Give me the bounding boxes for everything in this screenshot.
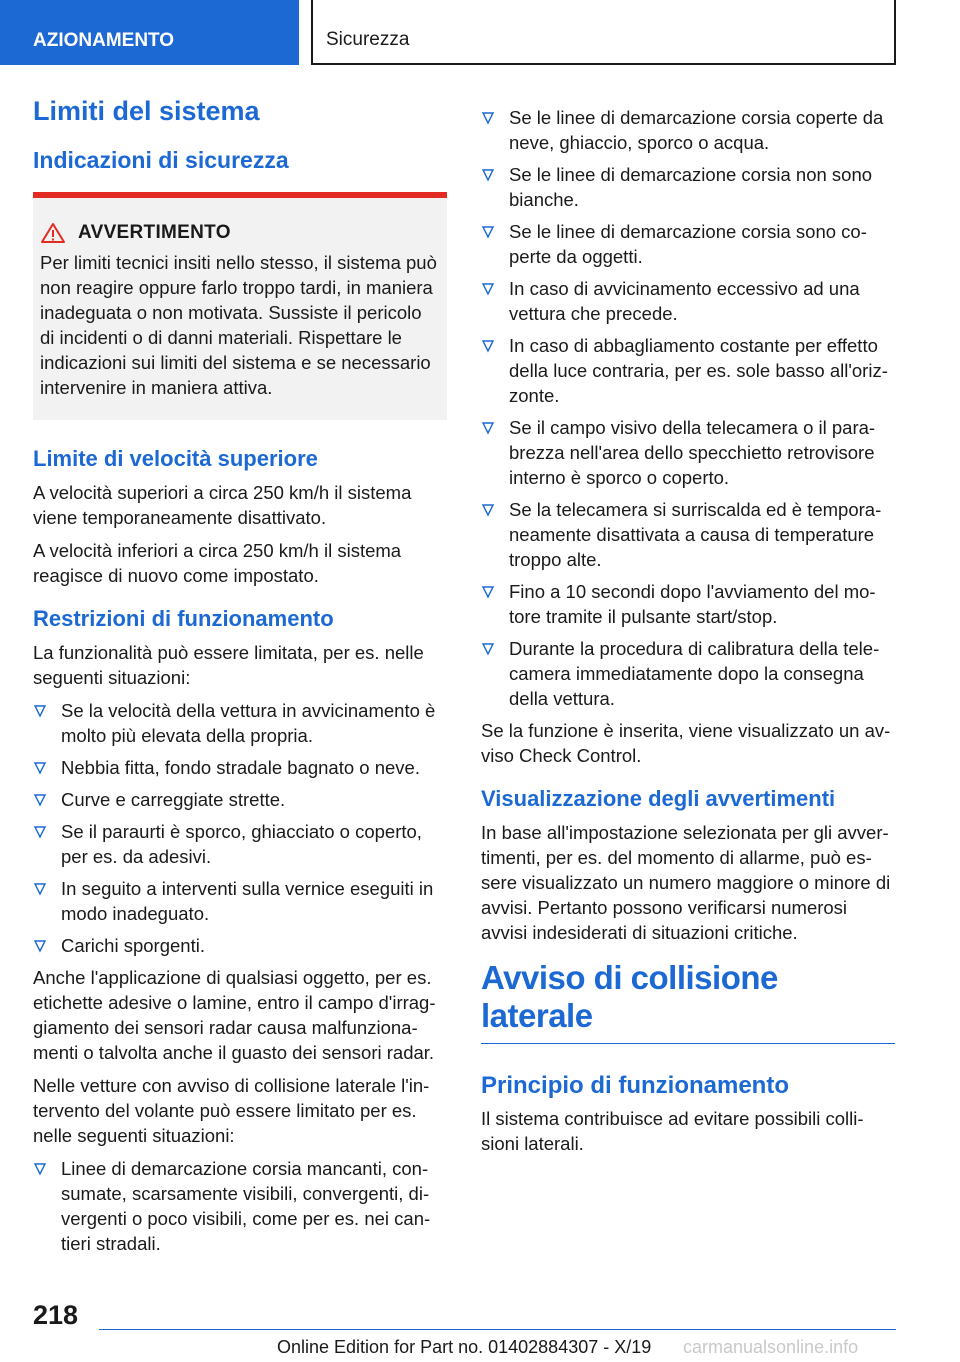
triangle-bullet-icon bbox=[33, 761, 47, 775]
side-collision-title: Avviso di collisione laterale bbox=[481, 959, 895, 1044]
triangle-bullet-icon bbox=[33, 704, 47, 718]
warnings-display-heading: Visualizzazione degli avvertimenti bbox=[481, 786, 836, 811]
list-item: Curve e carreggiate strette. bbox=[33, 787, 447, 812]
triangle-bullet-icon bbox=[481, 225, 495, 239]
right-column bbox=[481, 105, 895, 1164]
triangle-bullet-icon bbox=[33, 825, 47, 839]
triangle-bullet-icon bbox=[481, 585, 495, 599]
list-item: In caso di avvicinamento eccessivo ad una vettura che precede. bbox=[481, 276, 895, 326]
list-item: Nebbia fitta, fondo stradale bagnato o neve. bbox=[33, 755, 447, 780]
warning-triangle-icon bbox=[40, 222, 66, 244]
left-column bbox=[33, 96, 447, 1263]
steering-paragraph: Nelle vetture con avviso di collisione laterale l'intervento del volante può essere limitato per es. nelle seguenti situazioni: bbox=[33, 1075, 430, 1146]
principle-text: Il sistema contribuisce ad evitare possibili collisioni laterali. bbox=[481, 1108, 864, 1154]
warning-text: Per limiti tecnici insiti nello stesso, il sistema può non reagire oppure farlo troppo tardi, in maniera inadeguata o non motivata. Sussiste il pericolo di incidenti o di danni materiali. Rispettare le indicazioni sui limiti del sistema e se necessario intervenire in maniera attiva. bbox=[40, 252, 437, 398]
list-item: Se le linee di demarcazione corsia non sono bianche. bbox=[481, 162, 895, 212]
list-item: Se la telecamera si surriscalda ed è temporaneamente disattivata a causa di temperature troppo alte. bbox=[481, 497, 895, 572]
list-item: Se le linee di demarcazione corsia sono coperte da oggetti. bbox=[481, 219, 895, 269]
triangle-bullet-icon bbox=[481, 503, 495, 517]
triangle-bullet-icon bbox=[481, 111, 495, 125]
triangle-bullet-icon bbox=[33, 793, 47, 807]
footer-watermark: carmanualsonline.info bbox=[683, 1337, 859, 1357]
list-item: In caso di abbagliamento costante per effetto della luce contraria, per es. sole basso all'orizzonte. bbox=[481, 333, 895, 408]
header-chapter-label: Sicurezza bbox=[326, 29, 410, 50]
list-item: Se la velocità della vettura in avvicinamento è molto più elevata della propria. bbox=[33, 698, 447, 748]
triangle-bullet-icon bbox=[481, 421, 495, 435]
list-item: Durante la procedura di calibratura della telecamera immediatamente dopo la consegna della vettura. bbox=[481, 636, 895, 711]
triangle-bullet-icon bbox=[33, 882, 47, 896]
page-number: 218 bbox=[33, 1300, 79, 1330]
list-item: Se il campo visivo della telecamera o il parabrezza nell'area dello specchietto retrovisore interno è sporco o coperto. bbox=[481, 415, 895, 490]
warnings-display-text: In base all'impostazione selezionata per gli avvertimenti, per es. del momento di allarme, può essere visualizzato un numero maggiore o minore di avvisi. Pertanto possono verificarsi numerosi avvisi indesiderati di situazioni critiche. bbox=[481, 822, 891, 943]
speed-paragraph-2: A velocità inferiori a circa 250 km/h il sistema reagisce di nuovo come impostato. bbox=[33, 540, 402, 586]
triangle-bullet-icon bbox=[481, 168, 495, 182]
footer-divider bbox=[99, 1329, 896, 1330]
triangle-bullet-icon bbox=[481, 282, 495, 296]
header-section-label: AZIONAMENTO bbox=[33, 30, 175, 51]
restrictions-intro: La funzionalità può essere limitata, per es. nelle seguenti situazioni: bbox=[33, 642, 424, 688]
triangle-bullet-icon bbox=[33, 1162, 47, 1176]
restrictions-heading: Restrizioni di funzionamento bbox=[33, 606, 334, 631]
safety-subtitle: Indicazioni di sicurezza bbox=[33, 147, 289, 173]
speed-paragraph-1: A velocità superiori a circa 250 km/h il sistema viene temporaneamente disattivato. bbox=[33, 482, 412, 528]
list-item: Linee di demarcazione corsia mancanti, consumate, scarsamente visibili, convergenti, divergenti o poco visibili, come per es. nei cantieri stradali. bbox=[33, 1156, 447, 1256]
footer-edition: Online Edition for Part no. 01402884307 - X/19 bbox=[277, 1337, 652, 1357]
list-item: In seguito a interventi sulla vernice eseguiti in modo inadeguato. bbox=[33, 876, 447, 926]
radar-paragraph: Anche l'applicazione di qualsiasi oggetto, per es. etichette adesive o lamine, entro il campo d'irraggiamento dei sensori radar causa malfunzionamenti o talvolta anche il guasto dei sensori radar. bbox=[33, 967, 436, 1063]
triangle-bullet-icon bbox=[481, 642, 495, 656]
restrictions-list bbox=[33, 698, 447, 958]
header-section-tab bbox=[0, 0, 299, 65]
list-item: Se il paraurti è sporco, ghiacciato o coperto, per es. da adesivi. bbox=[33, 819, 447, 869]
header-chapter-box bbox=[311, 0, 896, 65]
list-item: Fino a 10 secondi dopo l'avviamento del motore tramite il pulsante start/stop. bbox=[481, 579, 895, 629]
warning-title: AVVERTIMENTO bbox=[78, 222, 231, 243]
list-item: Carichi sporgenti. bbox=[33, 933, 447, 958]
check-control-paragraph: Se la funzione è inserita, viene visualizzato un avviso Check Control. bbox=[481, 720, 891, 766]
steering-list bbox=[33, 1156, 447, 1256]
speed-limit-heading: Limite di velocità superiore bbox=[33, 446, 318, 471]
list-item: Se le linee di demarcazione corsia coperte da neve, ghiaccio, sporco o acqua. bbox=[481, 105, 895, 155]
principle-heading: Principio di funzionamento bbox=[481, 1072, 789, 1099]
page-title: Limiti del sistema bbox=[33, 96, 260, 126]
triangle-bullet-icon bbox=[481, 339, 495, 353]
triangle-bullet-icon bbox=[33, 939, 47, 953]
steering-list-continued bbox=[481, 105, 895, 711]
warning-box bbox=[33, 192, 447, 420]
